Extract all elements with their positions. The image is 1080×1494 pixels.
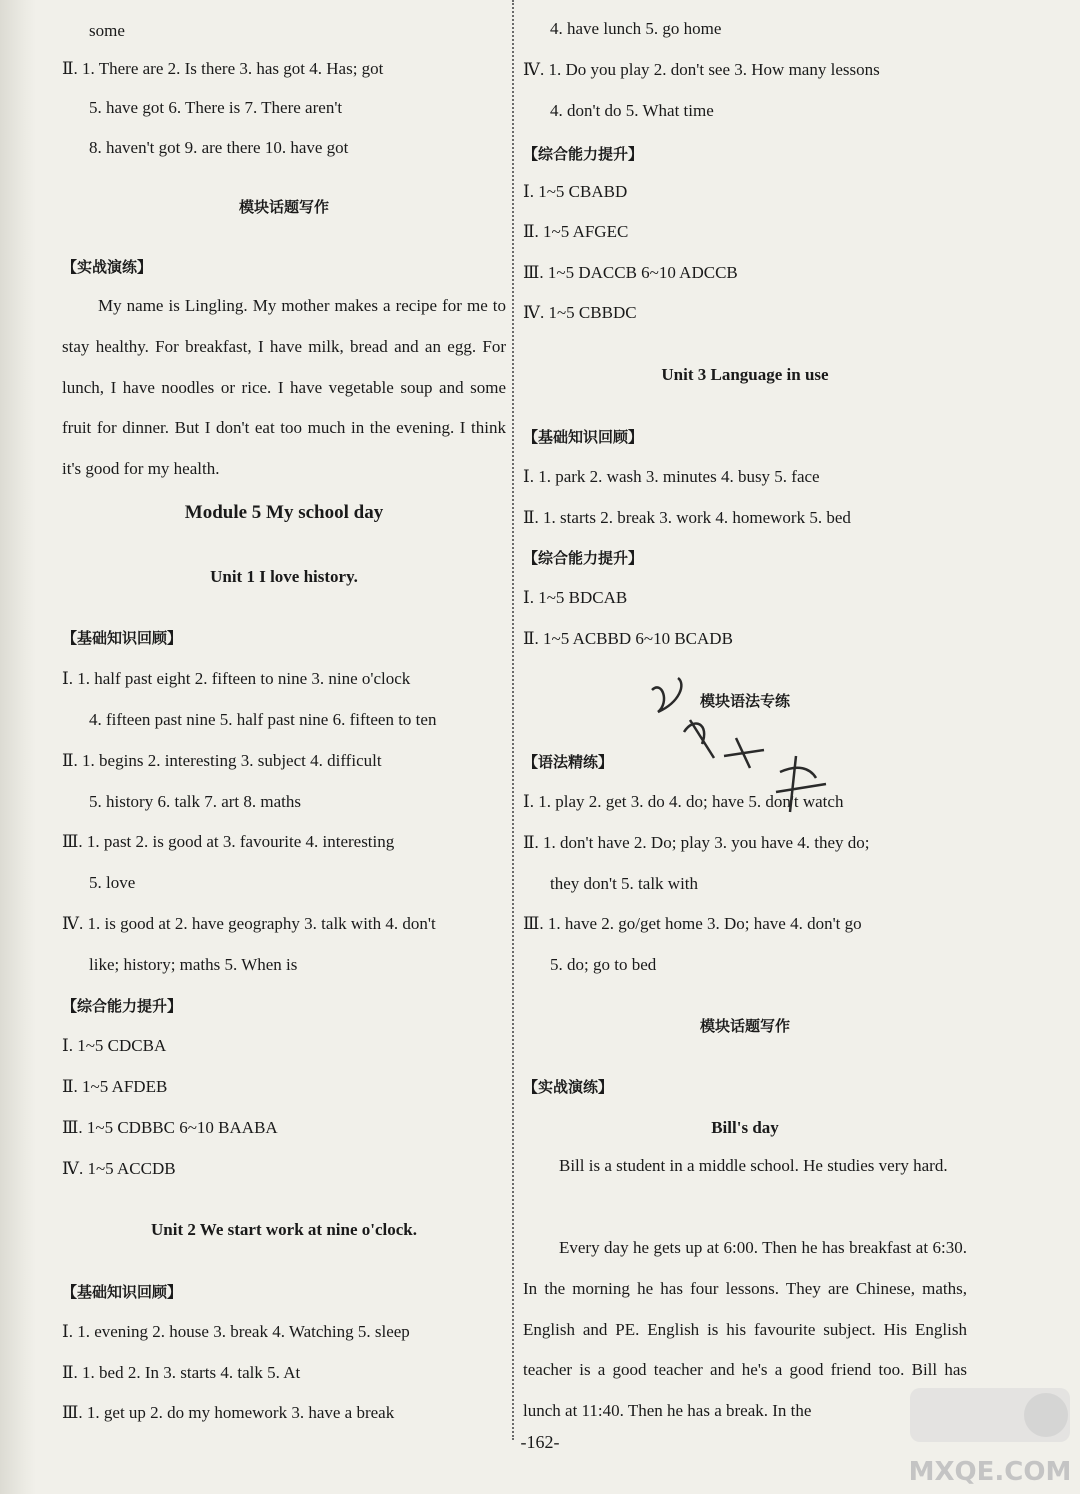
page-spine-shadow bbox=[0, 0, 36, 1494]
answer-line: Ⅱ. 1. begins 2. interesting 3. subject 4. difficult bbox=[62, 751, 382, 770]
answer-line: Ⅲ. 1. have 2. go/get home 3. Do; have 4. don't go bbox=[523, 914, 862, 933]
answer-line: Ⅱ. 1. don't have 2. Do; play 3. you have 4. they do; bbox=[523, 833, 870, 852]
answer-line: 4. have lunch 5. go home bbox=[550, 19, 722, 38]
unit-title: Unit 2 We start work at nine o'clock. bbox=[150, 1220, 417, 1239]
answer-line: Ⅳ. 1. is good at 2. have geography 3. talk with 4. don't bbox=[62, 914, 436, 933]
handwritten-scribble bbox=[640, 672, 850, 832]
watermark-text: MXQE.COM bbox=[908, 1457, 1072, 1487]
column-divider bbox=[512, 0, 514, 1440]
answer-line: Ⅰ. 1. play 2. get 3. do 4. do; have 5. don't watch bbox=[523, 792, 844, 811]
watermark-logo bbox=[880, 1380, 1080, 1494]
section-title: 模块话题写作 bbox=[699, 1017, 790, 1035]
section-header: 【基础知识回顾】 bbox=[523, 428, 644, 446]
answer-line: Ⅳ. 1~5 ACCDB bbox=[62, 1159, 176, 1178]
essay-title: Bill's day bbox=[711, 1118, 779, 1137]
answer-line: Ⅰ. 1. half past eight 2. fifteen to nine 3. nine o'clock bbox=[62, 669, 411, 688]
answer-line: Ⅲ. 1. past 2. is good at 3. favourite 4. interesting bbox=[62, 832, 395, 851]
section-title: 模块语法专练 bbox=[699, 692, 790, 710]
section-title: 模块话题写作 bbox=[238, 198, 329, 216]
answer-line: Ⅳ. 1~5 CBBDC bbox=[523, 303, 637, 322]
answer-line: 4. fifteen past nine 5. half past nine 6. fifteen to ten bbox=[89, 710, 437, 729]
answer-line: Ⅳ. 1. Do you play 2. don't see 3. How many lessons bbox=[523, 60, 880, 79]
answer-line: Ⅲ. 1. get up 2. do my homework 3. have a break bbox=[62, 1403, 395, 1422]
page-number: -162- bbox=[520, 1432, 560, 1452]
answer-line: like; history; maths 5. When is bbox=[89, 955, 298, 974]
section-header: 【实战演练】 bbox=[62, 258, 153, 276]
answer-line: Ⅱ. 1. bed 2. In 3. starts 4. talk 5. At bbox=[62, 1363, 301, 1382]
answer-line: 5. have got 6. There is 7. There aren't bbox=[89, 98, 343, 117]
module-title: Module 5 My school day bbox=[184, 502, 384, 523]
answer-line: Ⅰ. 1~5 CDCBA bbox=[62, 1036, 167, 1055]
answer-line: Ⅰ. 1. evening 2. house 3. break 4. Watching 5. sleep bbox=[62, 1322, 410, 1341]
answer-line: 5. love bbox=[89, 873, 136, 892]
essay-paragraph: Bill is a student in a middle school. He studies very hard. bbox=[559, 1156, 948, 1175]
answer-line: Ⅰ. 1~5 BDCAB bbox=[523, 588, 628, 607]
answer-line: 8. haven't got 9. are there 10. have got bbox=[89, 138, 349, 157]
answer-line: Ⅰ. 1~5 CBABD bbox=[523, 182, 628, 201]
answer-line: Ⅱ. 1~5 AFDEB bbox=[62, 1077, 168, 1096]
answer-line: Ⅱ. 1. starts 2. break 3. work 4. homework 5. bed bbox=[523, 508, 851, 527]
section-header: 【基础知识回顾】 bbox=[62, 629, 183, 647]
unit-title: Unit 3 Language in use bbox=[661, 365, 829, 384]
essay-paragraph: Every day he gets up at 6:00. Then he has breakfast at 6:30. In the morning he has four lessons. They are Chinese, maths, English and PE. English is his favourite subject. His English teacher is a good teacher and he's a good friend too. Bill has lunch at 11:40. Then he has a break. In the bbox=[523, 1238, 967, 1421]
answer-line: some bbox=[89, 21, 125, 40]
essay-paragraph: My name is Lingling. My mother makes a recipe for me to stay healthy. For breakfast, I have milk, bread and an egg. For lunch, I have noodles or rice. I have vegetable soup and some fruit for dinner. But I don't eat too much in the evening. I think it's good for my health. bbox=[62, 296, 506, 479]
section-header: 【语法精练】 bbox=[523, 753, 614, 771]
section-header: 【实战演练】 bbox=[523, 1078, 614, 1096]
answer-line: Ⅰ. 1. park 2. wash 3. minutes 4. busy 5. face bbox=[523, 467, 820, 486]
section-header: 【综合能力提升】 bbox=[523, 549, 644, 567]
section-header: 【基础知识回顾】 bbox=[62, 1283, 183, 1301]
answer-line: 5. history 6. talk 7. art 8. maths bbox=[89, 792, 302, 811]
unit-title: Unit 1 I love history. bbox=[210, 567, 358, 586]
section-header: 【综合能力提升】 bbox=[523, 145, 644, 163]
answer-line: Ⅲ. 1~5 DACCB 6~10 ADCCB bbox=[523, 263, 738, 282]
answer-line: Ⅱ. 1~5 AFGEC bbox=[523, 222, 629, 241]
answer-line: Ⅲ. 1~5 CDBBC 6~10 BAABA bbox=[62, 1118, 278, 1137]
answer-line: 5. do; go to bed bbox=[550, 955, 657, 974]
answer-line: 4. don't do 5. What time bbox=[550, 101, 714, 120]
answer-line: they don't 5. talk with bbox=[550, 874, 699, 893]
section-header: 【综合能力提升】 bbox=[62, 997, 183, 1015]
answer-line: Ⅱ. 1~5 ACBBD 6~10 BCADB bbox=[523, 629, 733, 648]
answer-line: Ⅱ. 1. There are 2. Is there 3. has got 4. Has; got bbox=[62, 59, 384, 78]
